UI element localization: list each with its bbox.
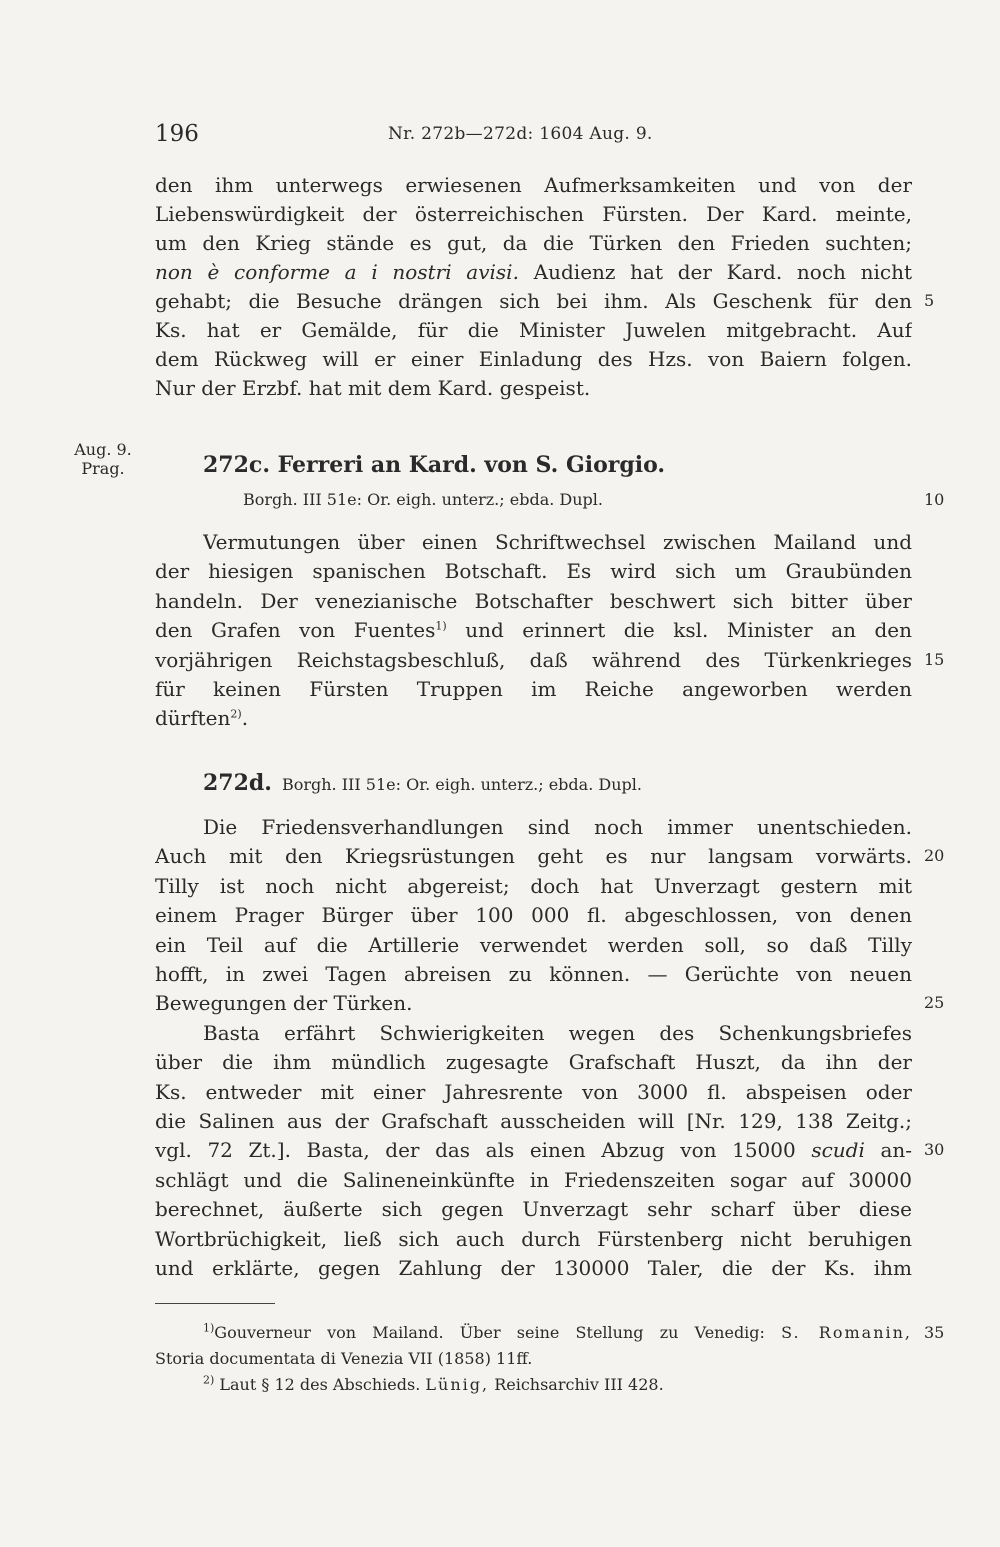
text-line: der hiesigen spanischen Botschaft. Es wird sich um Graubünden (155, 559, 912, 583)
line-number: 10 (924, 490, 945, 509)
document-number: 272d. (203, 770, 272, 796)
running-head: Nr. 272b—272d: 1604 Aug. 9. (388, 124, 653, 144)
text-line: non è conforme a i nostri avisi. Audienz hat der Kard. noch nicht (155, 260, 912, 284)
text-line: vorjährigen Reichstagsbeschluß, daß während des Türkenkrieges (155, 648, 912, 672)
text-line: Basta erfährt Schwierigkeiten wegen des Schenkungsbriefes (203, 1021, 912, 1045)
footnote-1-cont: Storia documentata di Venezia VII (1858) 11ff. (155, 1349, 533, 1368)
text-line: den Grafen von Fuentes$^{1)}$ und erinnert die ksl. Minister an den (155, 618, 912, 642)
source-note-272d: Borgh. III 51e: Or. eigh. unterz.; ebda. Dupl. (281, 775, 642, 794)
line-number: 15 (924, 650, 945, 669)
text-line: Ks. hat er Gemälde, für die Minister Juwelen mitgebracht. Auf (155, 318, 912, 342)
text-line: Wortbrüchigkeit, ließ sich auch durch Fürstenberg nicht beruhigen (155, 1227, 912, 1251)
line-number: 5 (924, 291, 935, 310)
text-line: Nur der Erzbf. hat mit dem Kard. gespeist. (155, 376, 591, 400)
line-number: 20 (924, 846, 945, 865)
text-line: gehabt; die Besuche drängen sich bei ihm. Als Geschenk für den (155, 289, 912, 313)
page-header (155, 121, 915, 151)
source-note-272c: Borgh. III 51e: Or. eigh. unterz.; ebda. Dupl. (243, 490, 603, 509)
text-line: Tilly ist noch nicht abgereist; doch hat Unverzagt gestern mit (155, 874, 912, 898)
text-line: vgl. 72 Zt.]. Basta, der das als einen Abzug von 15000 scudi an- (155, 1138, 912, 1162)
text-line: Vermutungen über einen Schriftwechsel zwischen Mailand und (203, 530, 912, 554)
text-line: um den Krieg stände es gut, da die Türken den Frieden suchten; (155, 231, 912, 255)
footnote-author: Lünig, (425, 1375, 490, 1394)
text-line: dem Rückweg will er einer Einladung des Hzs. von Baiern folgen. (155, 347, 912, 371)
line-number: 25 (924, 993, 945, 1012)
text-line: für keinen Fürsten Truppen im Reiche angeworben werden (155, 677, 912, 701)
text-line: Auch mit den Kriegsrüstungen geht es nur langsam vorwärts. (155, 844, 912, 868)
footnote-1: $^{1)}$Gouverneur von Mailand. Über seine Stellung zu Venedig: S. Romanin, (203, 1321, 912, 1342)
text-line: über die ihm mündlich zugesagte Grafschaft Huszt, da ihn der (155, 1050, 912, 1074)
text-line: die Salinen aus der Grafschaft ausscheiden will [Nr. 129, 138 Zeitg.; (155, 1109, 912, 1133)
text-line: Die Friedensverhandlungen sind noch immer unentschieden. (203, 815, 912, 839)
text-line: den ihm unterwegs erwiesenen Aufmerksamkeiten und von der (155, 173, 912, 197)
text-line: Bewegungen der Türken. (155, 991, 413, 1015)
text-line: handeln. Der venezianische Botschafter beschwert sich bitter über (155, 589, 912, 613)
footnote-2: $^{2)}$ Laut § 12 des Abschieds. Lünig, Reichsarchiv III 428. (203, 1373, 664, 1394)
text-line: Liebenswürdigkeit der österreichischen Fürsten. Der Kard. meinte, (155, 202, 912, 226)
text-line: schlägt und die Salineneinkünfte in Friedenszeiten sogar auf 30000 (155, 1168, 912, 1192)
text-line: und erklärte, gegen Zahlung der 130000 Taler, die der Ks. ihm (155, 1256, 912, 1280)
margin-place: Prag. (81, 459, 125, 478)
footnote-ref: 2) (230, 707, 242, 721)
document-heading-272d (203, 768, 642, 800)
line-number: 35 (924, 1323, 945, 1342)
document-heading-272c: 272c. Ferreri an Kard. von S. Giorgio. (203, 452, 666, 478)
text-line: berechnet, äußerte sich gegen Unverzagt sehr scharf über diese (155, 1197, 912, 1221)
text-line: hofft, in zwei Tagen abreisen zu können. — Gerüchte von neuen (155, 962, 912, 986)
text-line: dürften$^{2)}$. (155, 706, 249, 730)
footnote-author: S. Romanin, (781, 1323, 912, 1342)
page-number: 196 (155, 121, 199, 147)
italic-word: scudi (811, 1138, 865, 1162)
text-line: Ks. entweder mit einer Jahresrente von 3000 fl. abspeisen oder (155, 1080, 912, 1104)
margin-date: Aug. 9. (74, 440, 132, 459)
text-line: ein Teil auf die Artillerie verwendet werden soll, so daß Tilly (155, 933, 912, 957)
line-number: 30 (924, 1140, 945, 1159)
italic-quote: non è conforme a i nostri avisi. (155, 260, 519, 284)
text-line: einem Prager Bürger über 100 000 fl. abgeschlossen, von denen (155, 903, 912, 927)
footnote-ref: 1) (435, 619, 447, 633)
footnote-rule (155, 1303, 275, 1304)
